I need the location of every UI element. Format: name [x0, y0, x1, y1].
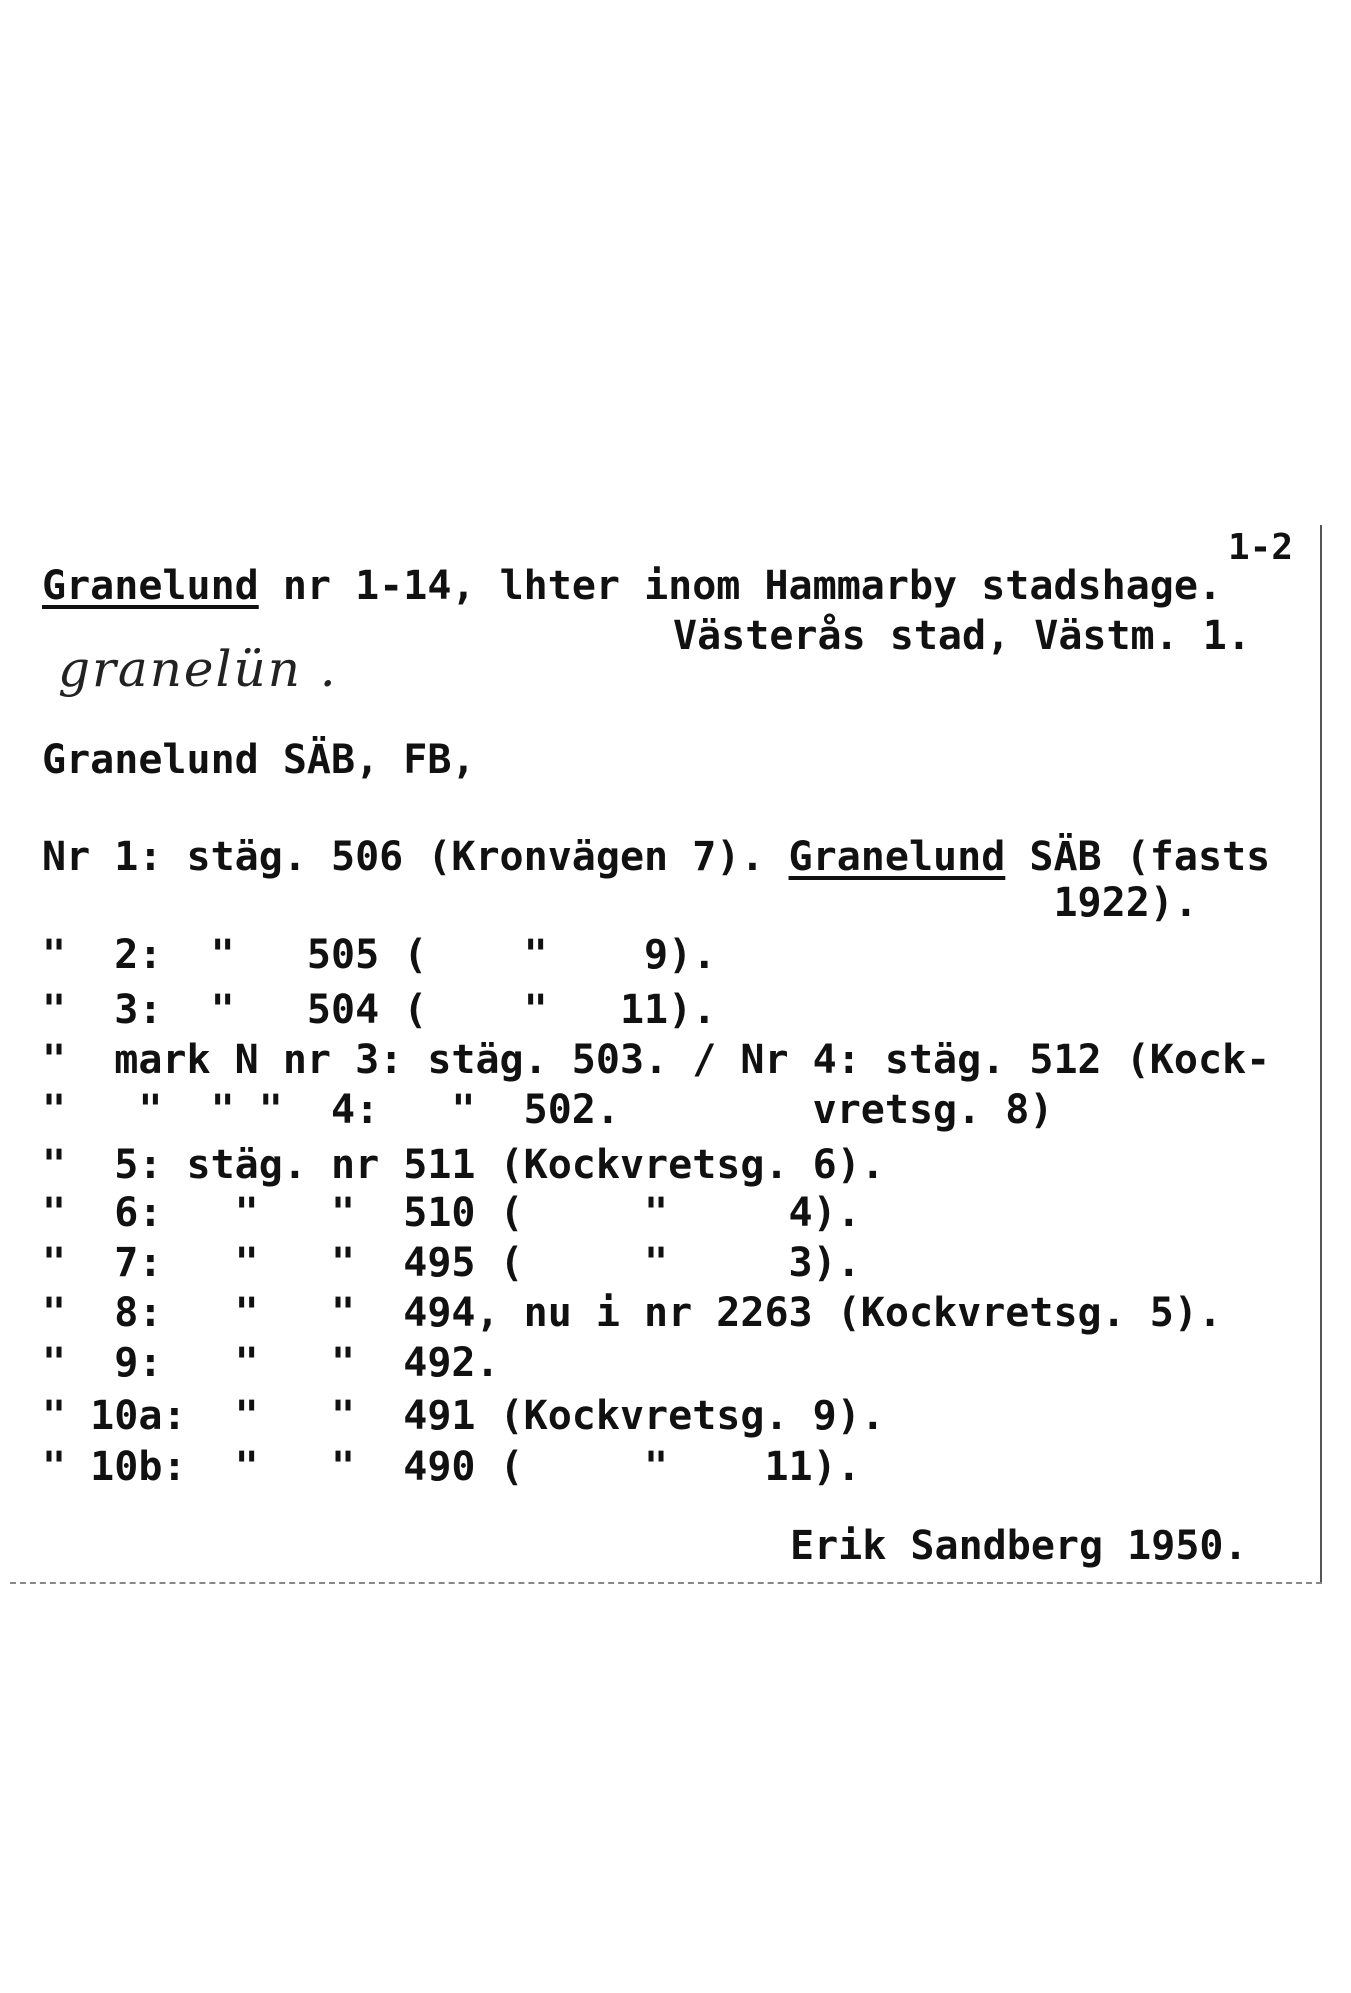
- entry-text: " 7: " " 495 ( " 3).: [42, 1240, 861, 1286]
- owner-line: Granelund SÄB, FB,: [42, 737, 476, 783]
- card-bottom-edge: [10, 1582, 1322, 1584]
- title-rest: nr 1-14, lhter inom Hammarby stadshage.: [258, 563, 1223, 609]
- entry-text-tail: SÄB (fasts: [1005, 834, 1271, 880]
- entry-text: Nr 1: stäg. 506 (Kronvägen 7).: [42, 834, 789, 880]
- location-line: Västerås stad, Västm. 1.: [673, 613, 1251, 659]
- entry-text: " 6: " " 510 ( " 4).: [42, 1190, 861, 1236]
- entry-line: [42, 1036, 1270, 1084]
- entry-line: [42, 1086, 1053, 1134]
- entry-line: [42, 879, 1198, 927]
- entry-line: [42, 1392, 885, 1440]
- entry-text: " mark N nr 3: stäg. 503. / Nr 4: stäg. 512 (Kock-: [42, 1037, 1271, 1083]
- entry-line: [42, 1443, 861, 1491]
- entry-text: " 9: " " 492.: [42, 1340, 500, 1386]
- entry-underlined-name: Granelund: [788, 834, 1006, 880]
- entry-text: " " " " 4: " 502. vretsg. 8): [42, 1087, 1054, 1133]
- entry-text: " 8: " " 494, nu i nr 2263 (Kockvretsg. 5).: [42, 1290, 1223, 1336]
- entry-text: 1922).: [42, 880, 1198, 926]
- entry-line: [42, 1141, 885, 1189]
- page-reference: 1-2: [1228, 527, 1294, 568]
- entry-text: " 3: " 504 ( " 11).: [42, 987, 717, 1033]
- signature: Erik Sandberg 1950.: [790, 1523, 1248, 1569]
- entry-line: [42, 1189, 861, 1237]
- entry-text: " 10a: " " 491 (Kockvretsg. 9).: [42, 1393, 885, 1439]
- entry-line: [42, 931, 716, 979]
- entry-line: [42, 833, 1270, 881]
- entry-text: " 5: stäg. nr 511 (Kockvretsg. 6).: [42, 1142, 885, 1188]
- entry-text: " 2: " 505 ( " 9).: [42, 932, 717, 978]
- entry-line: [42, 1339, 500, 1387]
- title-name: Granelund: [42, 563, 259, 609]
- card-title: [42, 562, 1222, 610]
- handwritten-annotation: granelün .: [58, 640, 338, 698]
- entry-line: [42, 1239, 861, 1287]
- entry-text: " 10b: " " 490 ( " 11).: [42, 1444, 861, 1490]
- card-edge: [1320, 525, 1322, 1582]
- entry-line: [42, 1289, 1222, 1337]
- entry-line: [42, 986, 716, 1034]
